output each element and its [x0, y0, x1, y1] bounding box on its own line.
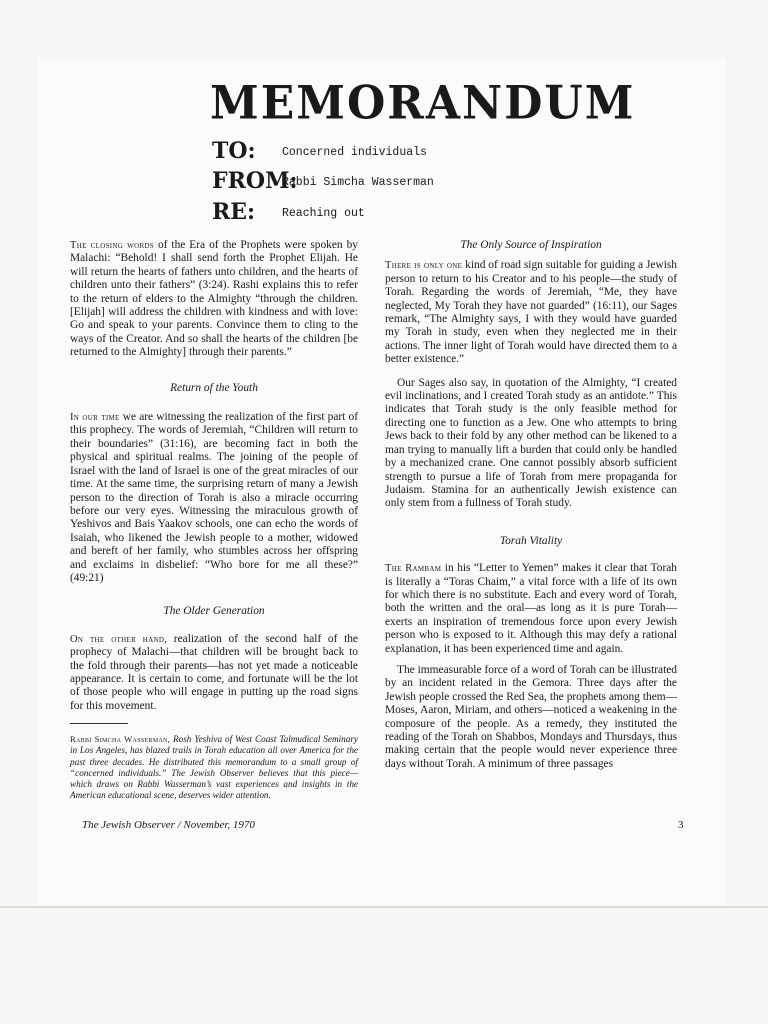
right-paragraph-3: [385, 562, 677, 656]
left-paragraph-1: [70, 239, 358, 360]
lead-in: Rabbi Simcha Wasserman,: [70, 734, 171, 745]
paragraph-text: realization of the second half of the prophecy of Malachi—that children will be brought back to the fold through their parents—has not yet made a noticeable appearance. It is certain to come, and fortunate will be the lot of those people who will engage in putting up the road signs for this movement.: [70, 632, 358, 712]
right-paragraph-1: [385, 259, 677, 366]
paragraph-text: kind of road sign suitable for guiding a Jewish person to return to his Creator and to his people—the study of Torah. Regarding the words of Jeremiah, “Me, they have neglected, My Torah they have not guarded” (16:11), our Sages remark, “The Almighty says, I with they would have guarded my Torah in study, even when they neglected me in their actions. The inner light of Torah would have directed them to a better existence.”: [385, 259, 677, 366]
to-label: TO:: [212, 138, 256, 164]
note-text: Rosh Yeshiva of West Coast Talmudical Seminary in Los Angeles, has blazed trails in Torah education all over America for the past three decades. He distributed this memorandum to a small group of “concerned individuals.” The Jewish Observer believes that this piece—which draws on Rabbi Wasserman’s vast experiences and insights in the American educational scene, deserves wider attention.: [70, 734, 358, 801]
paragraph-text: of the Era of the Prophets were spoken by Malachi: “Behold! I shall send forth the Prophet Elijah. He will return the hearts of fathers unto children, and the hearts of children unto their fathers” (3:24). Rashi explains this to refer to the return of elders to the Almighty “through the children. [Elijah] will address the children with kindness and with love: Go and speak to your parents. Convince them to cling to the ways of the Creator. And so shall the hearts of the children [be returned to the Almighty] through their parents.”: [70, 239, 358, 359]
lead-in: On the other hand,: [70, 633, 168, 645]
left-column: [70, 239, 358, 801]
re-value: Reaching out: [282, 207, 365, 220]
from-row: [212, 168, 434, 194]
right-paragraph-4: The immeasurable force of a word of Torah can be illustrated by an incident related in the Gemora. Three days after the Jewish people crossed the Red Sea, the prophets among them—Moses, Aaron, Miriam, and others—noticed a weakening in the composure of the people. As a remedy, they instituted the reading of the Torah on Shabbos, Mondays and Thursdays, thus making certain that the people would never experience three days without Torah. A minimum of three passages: [385, 663, 677, 770]
re-row: [212, 199, 365, 225]
subhead-older-generation: The Older Generation: [163, 605, 265, 618]
scan-edge-line: [0, 906, 768, 908]
subhead-return-of-youth: Return of the Youth: [170, 381, 258, 394]
publication-credit: The Jewish Observer / November, 1970: [82, 819, 255, 831]
right-column: [385, 239, 677, 771]
footnote-rule: [70, 723, 128, 724]
left-paragraph-2: [70, 411, 358, 585]
lead-in: In our time: [70, 412, 120, 424]
subhead-torah-vitality: Torah Vitality: [499, 534, 563, 547]
right-paragraph-2: Our Sages also say, in quotation of the Almighty, “I created evil inclinations, and I created Torah study as an antidote.” This indicates that Torah study is the only feasible method for directing one to function as a Jew. One who attempts to bring Jews back to their fold by any other method can be likened to a man trying to manually lift a burden that could only be handled by a mechanized crane. One cannot possibly absorb sufficient strength to pursue a life of Torah from mere propaganda for Judaism. Stamina for an authentically Jewish existence can only stem from a fullness of Torah study.: [385, 376, 677, 510]
author-note: [70, 734, 358, 801]
page-number: 3: [678, 819, 684, 831]
lead-in: There is only one: [385, 260, 463, 272]
subhead-only-source: The Only Source of Inspiration: [460, 239, 602, 251]
to-value: Concerned individuals: [282, 146, 427, 159]
lead-in: The closing words: [70, 240, 154, 251]
paragraph-text: we are witnessing the realization of the first part of this prophecy. The words of Jeremiah, “Children will return to their boundaries” (31:16), are becoming fact in both the physical and spiritual realms. The joining of the people of Israel with the land of Israel is one of the great miracles of our time. At the same time, the surprising return of many a Jewish person to the direction of Torah is also a miracle occurring before our very eyes. Witnessing the miraculous growth of Yeshivos and Bais Yaakov schools, one can echo the words of Isaiah, who likened the Jewish people to a mother, widowed and bereft of her family, who stumbles across her offspring and exclaims in disbelief: “Who bore for me all these?” (49:21): [70, 411, 358, 584]
memorandum-title: MEMORANDUM: [210, 76, 636, 131]
left-paragraph-3: [70, 633, 358, 713]
to-row: [212, 138, 427, 164]
paragraph-text: in his “Letter to Yemen” makes it clear that Torah is literally a “Toras Chaim,” a vital force with a life of its own for which there is no substitute. Each and every word of Torah, both the written and the oral—as long as it is pure Torah—exerts an inspiration of tremendous force upon every Jewish person who is exposed to it. Although this may defy a rational explanation, it has been experienced time and again.: [385, 562, 677, 655]
from-label: FROM:: [212, 168, 298, 194]
re-label: RE:: [212, 199, 256, 225]
lead-in: The Rambam: [385, 563, 442, 575]
from-value: Rabbi Simcha Wasserman: [282, 176, 434, 189]
